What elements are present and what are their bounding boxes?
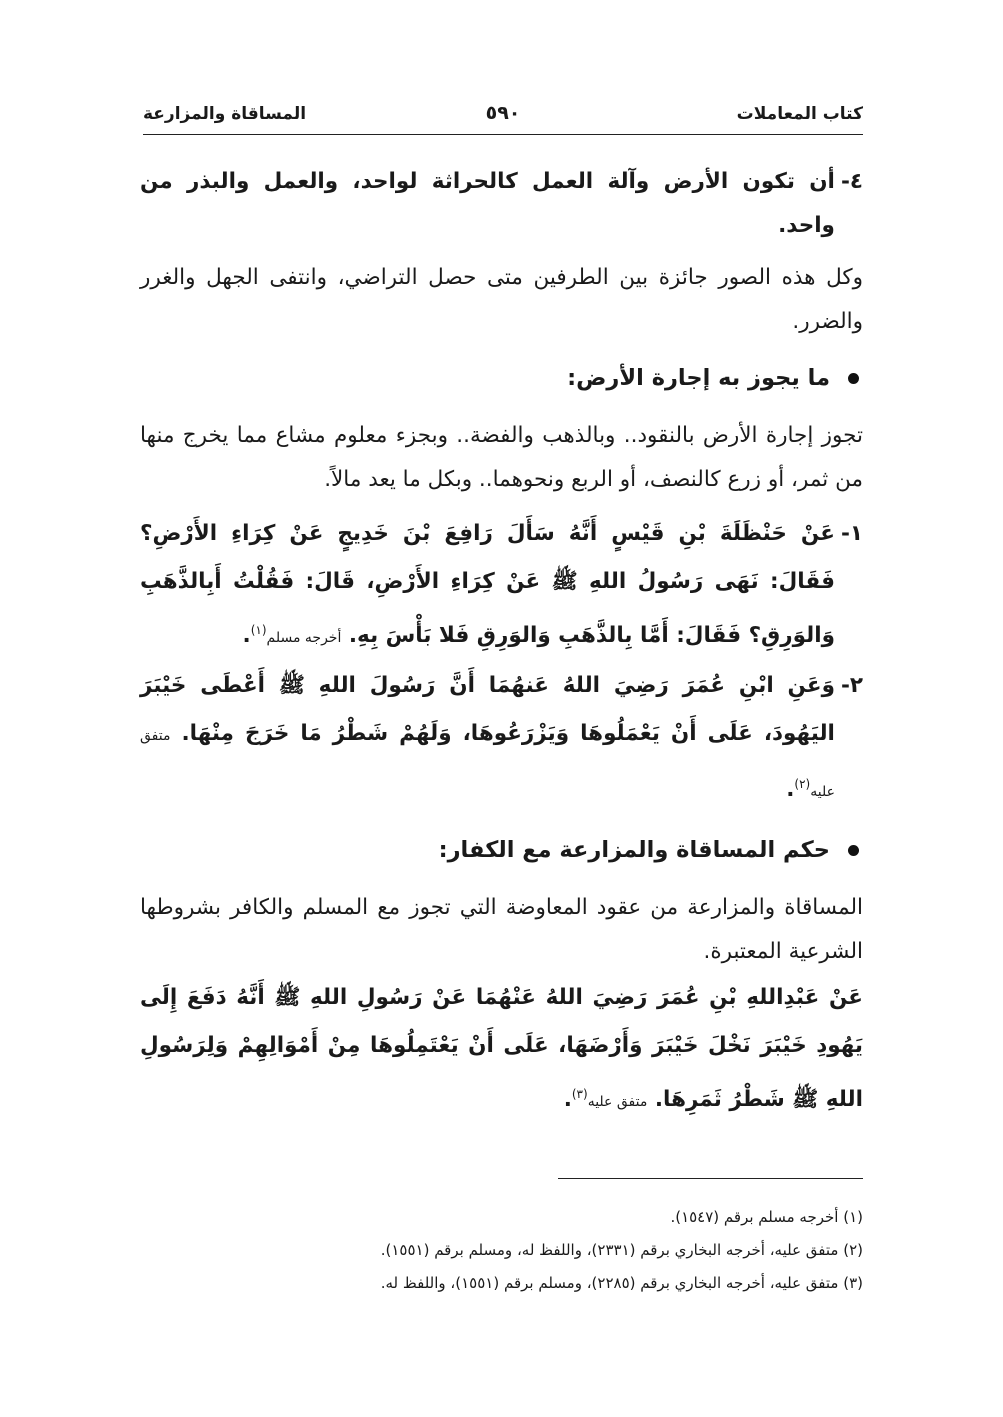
hadith-source: متفق عليه bbox=[587, 1094, 648, 1111]
end-dot: . bbox=[563, 1087, 572, 1113]
heading-text: حكم المساقاة والمزارعة مع الكفار: bbox=[438, 837, 830, 864]
hadith-2 bbox=[140, 662, 863, 816]
hadith-source: متفق عليه bbox=[140, 728, 835, 801]
chapter-title: المساقاة والمزارعة bbox=[143, 104, 307, 124]
footnote-ref: (١) bbox=[250, 623, 267, 637]
paragraph: تجوز إجارة الأرض بالنقود.. وبالذهب والفضة.. وبجزء معلوم مشاع مما يخرج منها من ثمر، أو زرع كالنصف، أو الربع ونحوهما.. وبكل ما يعد مالاً. bbox=[140, 423, 863, 492]
end-dot: . bbox=[786, 777, 795, 803]
bullet-icon bbox=[848, 845, 859, 856]
heading-text: ما يجوز به إجارة الأرض: bbox=[567, 365, 830, 391]
footnote-ref: (٣) bbox=[571, 1087, 588, 1102]
footnote-divider bbox=[558, 1178, 863, 1179]
item-number: ٤- bbox=[840, 169, 863, 194]
list-item-4 bbox=[140, 160, 863, 248]
footnotes bbox=[140, 1201, 863, 1300]
hadith-text: عَنْ عَبْدِاللهِ بْنِ عُمَرَ رَضِيَ اللهُ عَنْهُمَا عَنْ رَسُولِ اللهِ ﷺ أَنَّهُ دَفَعَ إِلَى يَهُودِ خَيْبَرَ نَخْلَ خَيْبَرَ وَأَرْضَهَا، عَلَى أَنْ يَعْتَمِلُوهَا مِنْ أَمْوَالِهِمْ وَلِرَسُولِ اللهِ ﷺ شَطْرُ ثَمَرِهَا. bbox=[140, 985, 863, 1113]
section-heading bbox=[140, 356, 863, 400]
footnote: (٣) متفق عليه، أخرجه البخاري برقم (٢٢٨٥)، ومسلم برقم (١٥٥١)، واللفظ له. bbox=[380, 1274, 863, 1292]
paragraph: المساقاة والمزارعة من عقود المعاوضة التي تجوز مع المسلم والكافر بشروطها الشرعية المعتبرة. bbox=[140, 895, 863, 965]
section-heading bbox=[140, 828, 863, 872]
running-header bbox=[143, 98, 863, 135]
hadith-text: عَنْ حَنْظَلَةَ بْنِ قَيْسٍ أَنَّهُ سَأَلَ رَافِعَ بْنَ خَدِيجٍ عَنْ كِرَاءِ الأَرْضِ؟ فَقَالَ: نَهَى رَسُولُ اللهِ ﷺ عَنْ كِرَاءِ الأَرْضِ، قَالَ: فَقُلْتُ أَبِالذَّهَبِ وَالوَرِقِ؟ فَقَالَ: أَمَّا بِالذَّهَبِ وَالوَرِقِ فَلا بَأْسَ بِهِ. bbox=[140, 521, 835, 649]
footnote-ref: (٢) bbox=[794, 777, 811, 792]
hadith-number: ١- bbox=[840, 521, 863, 546]
footnote: (١) أخرجه مسلم برقم (١٥٤٧). bbox=[670, 1208, 863, 1226]
book-title: كتاب المعاملات bbox=[736, 104, 863, 124]
bullet-icon bbox=[848, 373, 859, 384]
footnote: (٢) متفق عليه، أخرجه البخاري برقم (٢٣٣١)، واللفظ له، ومسلم برقم (١٥٥١). bbox=[380, 1241, 863, 1259]
hadith-1 bbox=[140, 510, 863, 662]
item-text: أن تكون الأرض وآلة العمل كالحراثة لواحد، والعمل والبذر من واحد. bbox=[140, 169, 835, 238]
page-number: ٥٩٠ bbox=[485, 102, 521, 124]
paragraph: وكل هذه الصور جائزة بين الطرفين متى حصل التراضي، وانتفى الجهل والغرر والضرر. bbox=[140, 265, 863, 334]
hadith-3 bbox=[140, 974, 863, 1126]
main-text bbox=[140, 160, 863, 1126]
end-dot: . bbox=[242, 623, 251, 649]
hadith-number: ٢- bbox=[840, 673, 863, 699]
hadith-text: وَعَنِ ابْنِ عُمَرَ رَضِيَ اللهُ عَنهُمَا أَنَّ رَسُولَ اللهِ ﷺ أَعْطَى خَيْبَرَ اليَهُودَ، عَلَى أَنْ يَعْمَلُوهَا وَيَزْرَعُوهَا، وَلَهُمْ شَطْرُ مَا خَرَجَ مِنْهَا. bbox=[140, 673, 835, 747]
hadith-source: أخرجه مسلم bbox=[266, 630, 342, 647]
